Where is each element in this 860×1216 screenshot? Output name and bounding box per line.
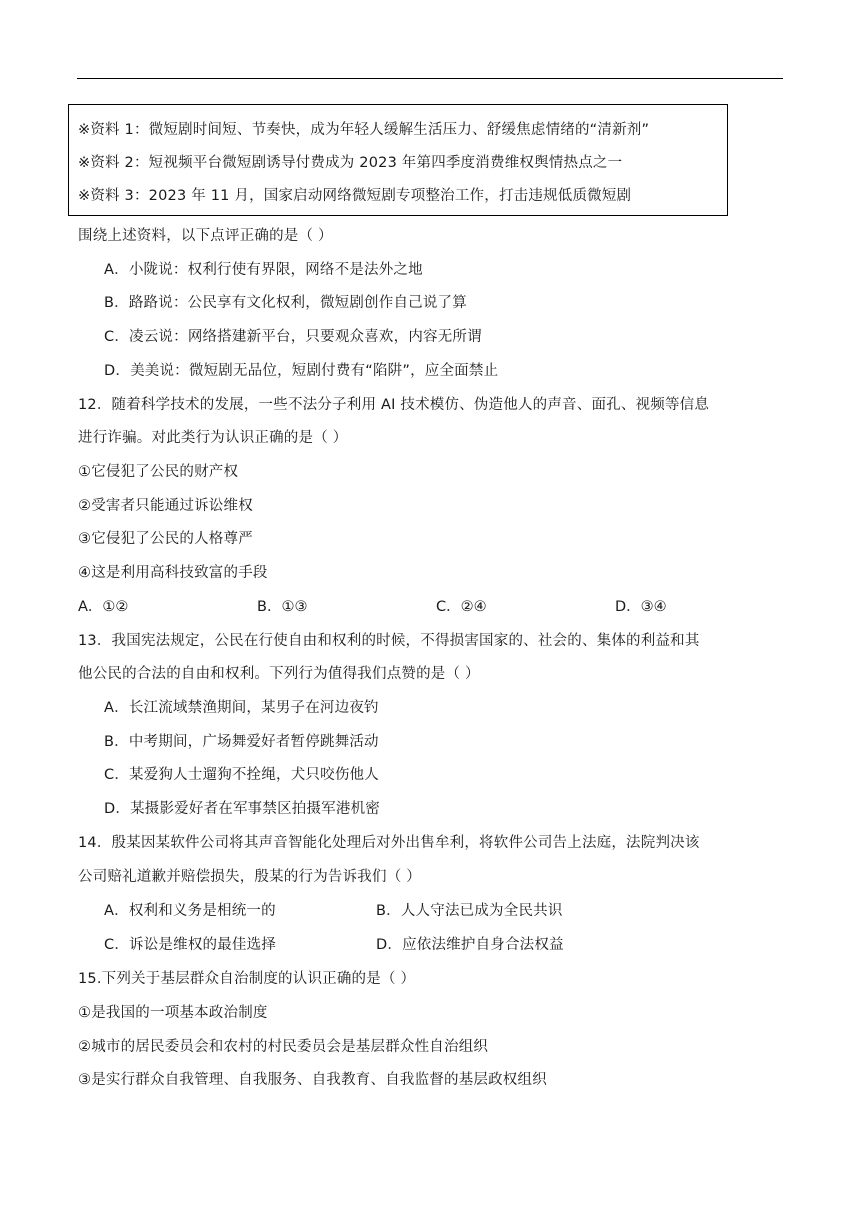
q14-stem-line1: 14．殷某因某软件公司将其声音智能化处理后对外出售牟利，将软件公司告上法庭，法院判决该 xyxy=(78,835,700,851)
q12-stem-line1: 12．随着科学技术的发展，一些不法分子利用 AI 技术模仿、伪造他人的声音、面孔、视频等信息 xyxy=(78,397,710,413)
q14-option-a: A．权利和义务是相统一的 xyxy=(104,903,276,919)
header-rule xyxy=(77,78,783,79)
q15-statement-3: ③是实行群众自我管理、自我服务、自我教育、自我监督的基层政权组织 xyxy=(78,1072,547,1088)
q11-option-a: A．小陇说：权利行使有界限，网络不是法外之地 xyxy=(104,262,423,278)
q12-statement-1: ①它侵犯了公民的财产权 xyxy=(78,464,239,480)
q12-statement-4: ④这是利用高科技致富的手段 xyxy=(78,565,268,581)
q11-option-b: B．路路说：公民享有文化权利，微短剧创作自己说了算 xyxy=(104,295,467,311)
q15-statement-1: ①是我国的一项基本政治制度 xyxy=(78,1005,268,1021)
q13-stem-line1: 13．我国宪法规定，公民在行使自由和权利的时候，不得损害国家的、社会的、集体的利益和其 xyxy=(78,633,700,649)
q14-option-c: C．诉讼是维权的最佳选择 xyxy=(104,937,277,953)
q12-option-d: D．③④ xyxy=(615,599,667,615)
q12-option-c: C．②④ xyxy=(436,599,487,615)
q11-stem: 围绕上述资料，以下点评正确的是（ ） xyxy=(78,228,333,244)
q13-option-c: C．某爱狗人士遛狗不拴绳，犬只咬伤他人 xyxy=(104,767,379,783)
q11-option-c: C．凌云说：网络搭建新平台，只要观众喜欢，内容无所谓 xyxy=(104,329,482,345)
q12-stem-line2: 进行诈骗。对此类行为认识正确的是（ ） xyxy=(78,430,348,446)
q13-stem-line2: 他公民的合法的自由和权利。下列行为值得我们点赞的是（ ） xyxy=(78,666,480,682)
q11-option-d: D．美美说：微短剧无品位，短剧付费有“陷阱”，应全面禁止 xyxy=(104,363,499,379)
q15-stem: 15.下列关于基层群众自治制度的认识正确的是（ ） xyxy=(78,971,416,987)
q14-option-d: D．应依法维护自身合法权益 xyxy=(376,937,564,953)
material-3: ※资料 3：2023 年 11 月，国家启动网络微短剧专项整治工作，打击违规低质微短剧 xyxy=(78,188,632,204)
q12-statement-2: ②受害者只能通过诉讼维权 xyxy=(78,498,253,514)
q14-stem-line2: 公司赔礼道歉并赔偿损失，殷某的行为告诉我们（ ） xyxy=(78,869,421,885)
q13-option-a: A．长江流域禁渔期间，某男子在河边夜钓 xyxy=(104,700,379,716)
q13-option-d: D．某摄影爱好者在军事禁区拍摄军港机密 xyxy=(104,801,380,817)
q12-option-a: A．①② xyxy=(78,599,129,615)
material-2: ※资料 2：短视频平台微短剧诱导付费成为 2023 年第四季度消费维权舆情热点之一 xyxy=(78,155,623,171)
q13-option-b: B．中考期间，广场舞爱好者暂停跳舞活动 xyxy=(104,734,379,750)
material-1: ※资料 1：微短剧时间短、节奏快，成为年轻人缓解生活压力、舒缓焦虑情绪的“清新剂” xyxy=(78,122,650,138)
q14-option-b: B．人人守法已成为全民共识 xyxy=(376,903,563,919)
q15-statement-2: ②城市的居民委员会和农村的村民委员会是基层群众性自治组织 xyxy=(78,1039,489,1055)
q12-statement-3: ③它侵犯了公民的人格尊严 xyxy=(78,531,253,547)
q12-option-b: B．①③ xyxy=(257,599,308,615)
